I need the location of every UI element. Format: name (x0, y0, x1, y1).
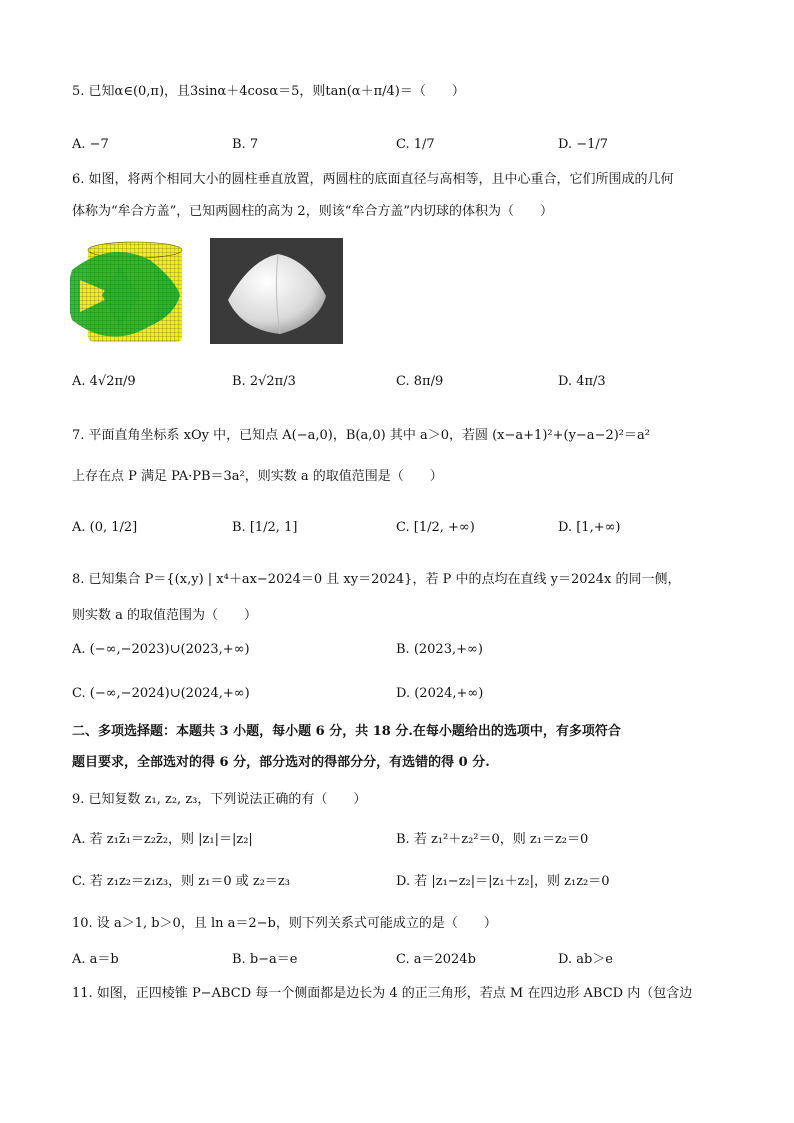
mouhefanggai-figure (210, 238, 343, 344)
q6-option-b: B. 2√2π/3 (232, 374, 296, 389)
q10-option-b: B. b−a＝e (232, 952, 298, 967)
q7-stem-line2: 上存在点 P 满足 PA·PB＝3a²，则实数 a 的取值范围是（ ） (72, 469, 443, 484)
q11-stem: 11. 如图，正四棱锥 P−ABCD 每一个侧面都是边长为 4 的正三角形，若点 M 在四边形 ABCD 内（包含边 (72, 986, 693, 1001)
q8-option-b: B. (2023,+∞) (396, 642, 483, 657)
q9-option-c: C. 若 z₁z₂＝z₁z₃，则 z₁＝0 或 z₂＝z₃ (72, 874, 290, 889)
section2-heading-line1: 二、多项选择题：本题共 3 小题，每小题 6 分，共 18 分.在每小题给出的选项中，有多项符合 (72, 724, 621, 739)
q8-option-c: C. (−∞,−2024)∪(2024,+∞) (72, 686, 250, 701)
q6-option-a: A. 4√2π/9 (72, 374, 136, 389)
cylinders-figure (70, 240, 200, 346)
section2-heading-line2: 题目要求，全部选对的得 6 分，部分选对的得部分分，有选错的得 0 分. (72, 755, 490, 770)
q9-stem: 9. 已知复数 z₁, z₂, z₃，下列说法正确的有（ ） (72, 792, 367, 807)
q8-option-a: A. (−∞,−2023)∪(2023,+∞) (72, 642, 250, 657)
q6-option-c: C. 8π/9 (396, 374, 444, 389)
q10-option-c: C. a＝2024b (396, 952, 476, 967)
q10-stem: 10. 设 a＞1, b＞0，且 ln a＝2−b，则下列关系式可能成立的是（ ） (72, 916, 497, 931)
q9-option-b: B. 若 z₁²＋z₂²＝0，则 z₁＝z₂＝0 (396, 832, 589, 847)
q5-option-b: B. 7 (232, 137, 259, 152)
q10-option-d: D. ab＞e (558, 952, 613, 967)
q6-stem-line2: 体称为“牟合方盖”，已知两圆柱的高为 2，则该“牟合方盖”内切球的体积为（ ） (72, 204, 553, 219)
q5-option-d: D. −1/7 (558, 137, 609, 152)
q6-stem-line1: 6. 如图，将两个相同大小的圆柱垂直放置，两圆柱的底面直径与高相等，且中心重合，它们所围成的几何 (72, 172, 674, 187)
q7-option-b: B. [1/2, 1] (232, 520, 298, 535)
q5-option-c: C. 1/7 (396, 137, 435, 152)
q8-stem-line1: 8. 已知集合 P＝{(x,y) | x⁴＋ax−2024＝0 且 xy＝2024}，若 P 中的点均在直线 y＝2024x 的同一侧， (72, 572, 681, 587)
q8-stem-line2: 则实数 a 的取值范围为（ ） (72, 608, 258, 623)
q8-option-d: D. (2024,+∞) (396, 686, 484, 701)
q9-option-a: A. 若 z₁z̄₁＝z₂z̄₂，则 |z₁|＝|z₂| (72, 832, 253, 847)
q7-option-a: A. (0, 1/2] (72, 520, 138, 535)
q6-option-d: D. 4π/3 (558, 374, 606, 389)
q5-stem: 5. 已知α∈(0,π)，且3sinα＋4cosα＝5，则tan(α＋π/4)＝（ ） (72, 84, 465, 99)
q7-stem-line1: 7. 平面直角坐标系 xOy 中，已知点 A(−a,0)，B(a,0) 其中 a＞0，若圆 (x−a+1)²+(y−a−2)²＝a² (72, 428, 650, 443)
q7-option-c: C. [1/2, +∞) (396, 520, 475, 535)
q5-option-a: A. −7 (72, 137, 109, 152)
q9-option-d: D. 若 |z₁−z₂|＝|z₁＋z₂|，则 z₁z₂＝0 (396, 874, 610, 889)
q7-option-d: D. [1,+∞) (558, 520, 621, 535)
q10-option-a: A. a＝b (72, 952, 119, 967)
